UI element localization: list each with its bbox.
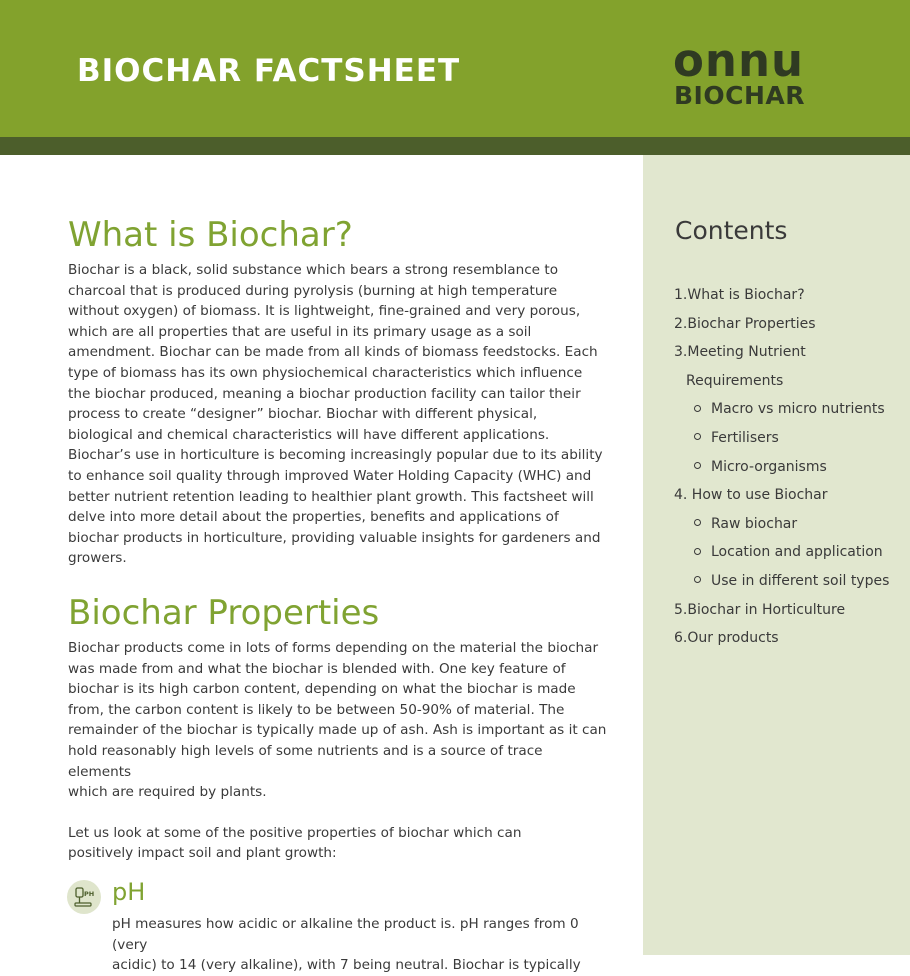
contents-title: Contents: [675, 216, 788, 245]
bullet-icon: [694, 548, 701, 555]
section-body: Biochar is a black, solid substance which bears a strong resemblance to charcoal that is produced during pyrolysis (burning at high temperature without oxygen) of biomass. It is lightweight, fine-grained and very porous, which are all properties that are useful in its primary usage as a soil amendment. Biochar can be made from all kinds of biomass feedstocks. Each type of biomass has its own physiochemical characteristics which influence the biochar produced, meaning a biochar production facility can tailor their process to create “designer” biochar. Biochar with different physical, biological and chemical characteristics will have different applications. Biochar’s use in horticulture is becoming increasingly popular due to its ability to enhance soil quality through improved Water Holding Capacity (WHC) and better nutrient retention leading to healthier plant growth. This factsheet will delve into more detail about the properties, benefits and applications of biochar products in horticulture, providing valuable insights for gardeners and growers.: [68, 262, 603, 567]
section-body: Biochar products come in lots of forms depending on the material the biochar was made from and what the biochar is blended with. One key feature of biochar is its high carbon content, depending on what the biochar is made from, the carbon content is likely to be between 50-90% of material. The remainder of the biochar is typically made up of ash. Ash is important as it can hold reasonably high levels of some nutrients and is a source of trace elements which are required by plants.: [68, 640, 607, 801]
ph-heading: pH: [112, 878, 146, 906]
table-of-contents: [674, 281, 906, 653]
toc-item-biochar-in-horticulture[interactable]: 5.Biochar in Horticulture: [674, 601, 846, 618]
toc-item-meeting-nutrient-requirements[interactable]: 3.Meeting Nutrient: [674, 344, 806, 361]
toc-subitem-location-application[interactable]: Location and application: [674, 538, 906, 567]
section-what-is-biochar: [68, 215, 608, 569]
toc-subitem-soil-types[interactable]: Use in different soil types: [674, 567, 906, 596]
toc-subitem-macro-micro[interactable]: Macro vs micro nutrients: [674, 395, 906, 424]
bullet-icon: [694, 462, 701, 469]
bullet-icon: [694, 519, 701, 526]
ph-icon-label: PH: [84, 890, 95, 898]
ph-meter-icon: [67, 880, 101, 914]
toc-item-how-to-use-biochar[interactable]: 4. How to use Biochar: [674, 487, 828, 504]
bullet-icon: [694, 405, 701, 412]
toc-item-continuation[interactable]: Requirements: [686, 372, 784, 389]
logo-mark: onnu: [673, 34, 805, 87]
toc-subitem-fertilisers[interactable]: Fertilisers: [674, 424, 906, 453]
toc-item-biochar-properties[interactable]: 2.Biochar Properties: [674, 315, 816, 332]
section-heading: What is Biochar?: [68, 215, 353, 255]
bullet-icon: [694, 433, 701, 440]
header-band: [0, 137, 910, 155]
section-intro-properties: Let us look at some of the positive properties of biochar which can positively impact soil and plant growth:: [68, 824, 522, 862]
ph-body: pH measures how acidic or alkaline the product is. pH ranges from 0 (very acidic) to 14 (very alkaline), with 7 being neutral. Biochar is typically: [112, 916, 581, 974]
toc-item-our-products[interactable]: 6.Our products: [674, 630, 779, 647]
logo-subtitle: BIOCHAR: [674, 81, 805, 110]
toc-subitem-micro-organisms[interactable]: Micro-organisms: [674, 453, 906, 482]
toc-subitem-raw-biochar[interactable]: Raw biochar: [674, 510, 906, 539]
onnu-biochar-logo: [672, 36, 827, 112]
section-biochar-properties: [68, 593, 608, 864]
toc-item-what-is-biochar[interactable]: 1.What is Biochar?: [674, 287, 805, 303]
document-title: BIOCHAR FACTSHEET: [77, 53, 461, 89]
section-heading: Biochar Properties: [68, 593, 380, 633]
bullet-icon: [694, 576, 701, 583]
